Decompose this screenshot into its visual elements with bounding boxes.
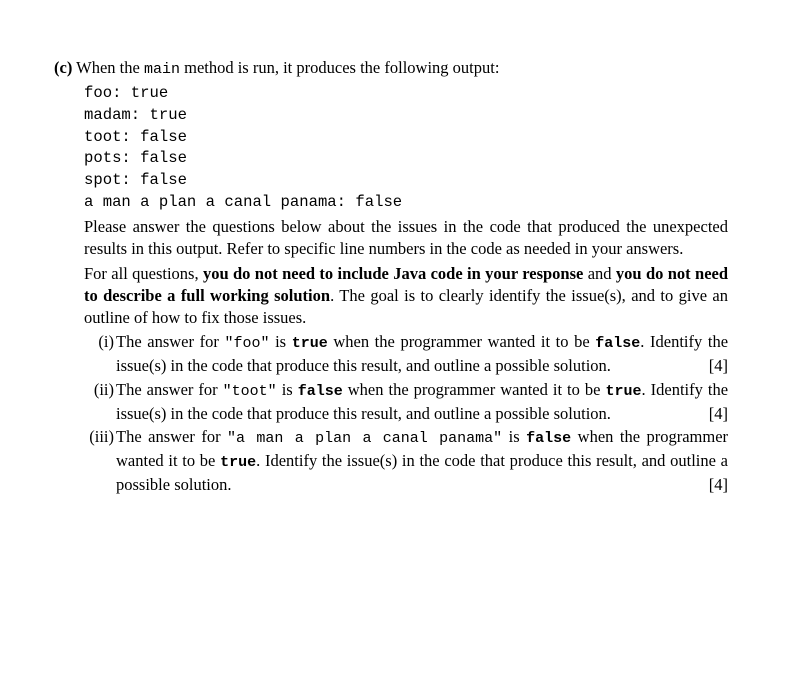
item-number: (iii) <box>89 427 114 446</box>
item-body <box>116 426 728 496</box>
item-code-bold: false <box>297 383 343 400</box>
item-text: The answer for <box>116 427 221 446</box>
item-text: . Identify the issue(s) in the code that produce this result, and outline a possible solution. <box>116 332 729 375</box>
output-line: a man a plan a canal panama: false <box>84 192 403 211</box>
output-line: madam: true <box>84 105 187 124</box>
item-text: The answer for <box>116 380 218 399</box>
item-text: . Identify the issue(s) in the code that produce this result, and outline a possible solution. <box>116 451 728 494</box>
guidance-bold: you do not need to describe a full working solution <box>84 264 729 305</box>
guidance-bold: you do not need to include Java code in your response <box>202 264 584 283</box>
question-heading <box>54 57 744 81</box>
item-number: (ii) <box>93 380 114 399</box>
item-code-bold: false <box>595 335 641 352</box>
intro-text-after: method is run, it produces the following output: <box>184 58 500 77</box>
item-text: is <box>275 332 287 351</box>
guidance-text: . The goal is to clearly identify the issue(s), and to give an outline of how to fix those issues. <box>84 286 729 327</box>
item-text: is <box>281 380 293 399</box>
item-text: when the programmer wanted it to be <box>347 380 601 399</box>
item-body <box>116 379 728 425</box>
item-text: The answer for <box>116 332 219 351</box>
item-text: when the programmer wanted it to be <box>333 332 590 351</box>
output-line: foo: true <box>84 84 169 102</box>
item-text: is <box>508 427 520 446</box>
item-code: "a man a plan a canal panama" <box>227 430 503 447</box>
item-marks: [4] <box>708 404 728 423</box>
guidance-text: and <box>587 264 612 283</box>
intro-code: main <box>143 61 180 78</box>
intro-text-before: When the <box>76 58 140 77</box>
item-text: . Identify the issue(s) in the code that produce this result, and outline a possible solution. <box>116 380 729 423</box>
item-body <box>116 331 728 377</box>
question-label: (c) <box>54 58 73 77</box>
item-code-bold: true <box>291 335 328 352</box>
item-number: (i) <box>98 332 114 351</box>
guidance-text: For all questions, <box>84 264 199 283</box>
program-output <box>84 83 402 214</box>
guidance-paragraph <box>84 263 728 329</box>
item-code: "toot" <box>222 383 277 400</box>
item-marks: [4] <box>708 475 728 494</box>
item-text: when the programmer wanted it to be <box>116 427 729 470</box>
item-code-bold: false <box>526 430 572 447</box>
item-code-bold: true <box>605 383 642 400</box>
output-line: spot: false <box>84 171 187 190</box>
instructions-paragraph: Please answer the questions below about the issues in the code that produced the unexpected results in this output. Refer to specific line numbers in the code as needed in your answers. <box>84 217 728 258</box>
output-line: toot: false <box>84 127 187 146</box>
output-line: pots: false <box>84 149 187 168</box>
item-marks: [4] <box>708 356 728 375</box>
item-code-bold: true <box>220 454 257 471</box>
item-code: "foo" <box>224 335 270 352</box>
